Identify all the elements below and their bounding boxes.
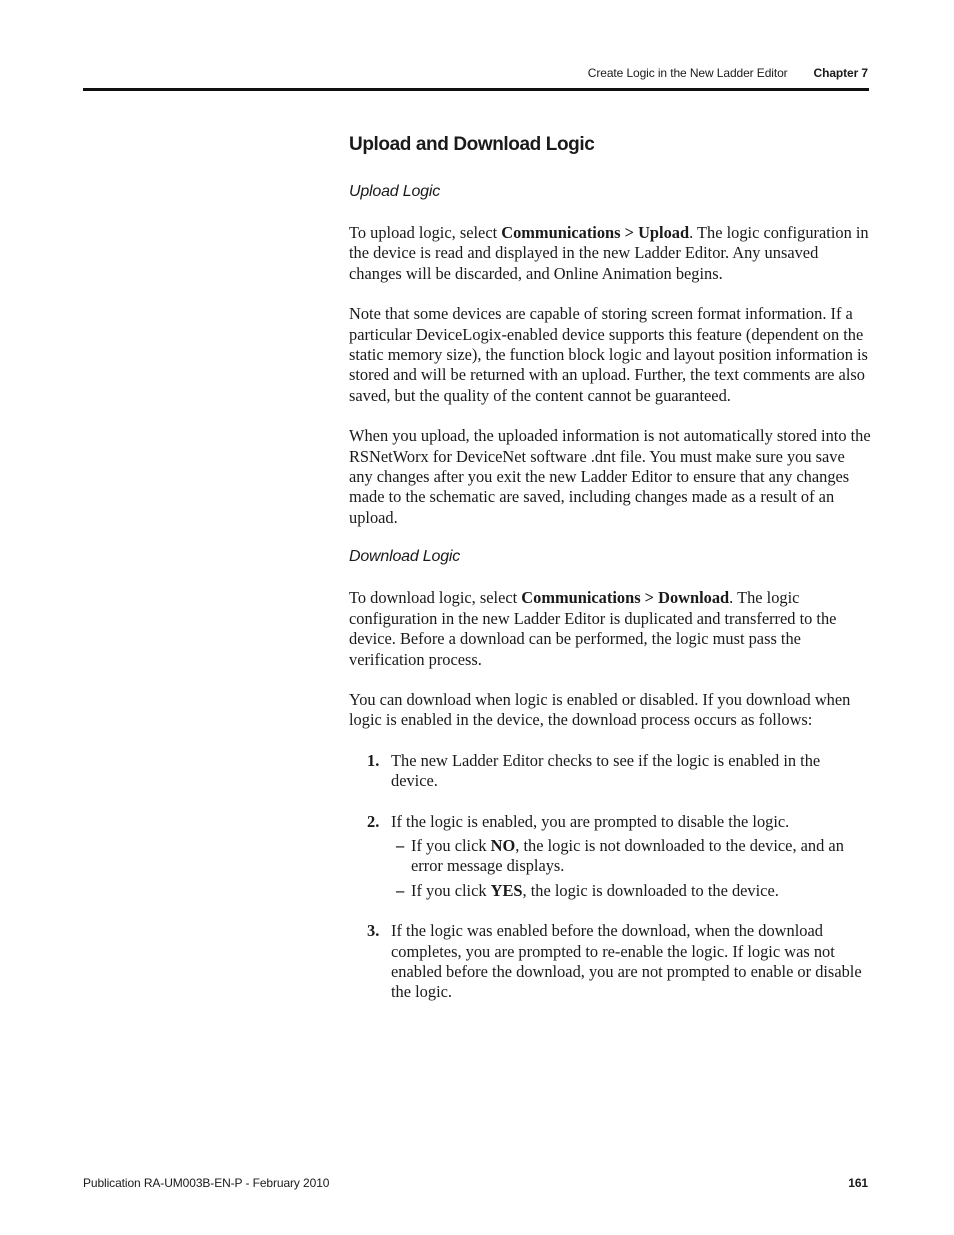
sub-option-text-cont: , the logic is not downloaded to the device, and an error message displays.	[411, 835, 844, 876]
upload-p1-text-cont: . The logic configuration in the device is read and displayed in the new Ladder Editor. Any unsaved changes will be discarded, and Online Animation begins.	[349, 223, 869, 283]
yes-option-label: YES	[490, 880, 523, 900]
dash-bullet: –	[396, 835, 405, 855]
step-item	[349, 812, 871, 902]
download-paragraph-1	[349, 588, 871, 670]
step-text: The new Ladder Editor checks to see if the logic is enabled in the device.	[391, 750, 821, 791]
sub-option-text-cont: , the logic is downloaded to the device.	[522, 880, 779, 900]
step-item	[349, 751, 871, 792]
download-paragraph-2: You can download when logic is enabled or disabled. If you download when logic is enabled in the device, the download process occurs as follows:	[349, 689, 851, 730]
dash-bullet: –	[396, 880, 405, 900]
section-title: Upload and Download Logic	[349, 134, 595, 155]
running-title: Create Logic in the New Ladder Editor	[587, 66, 788, 80]
page-footer	[83, 1176, 868, 1190]
page-number: 161	[848, 1176, 868, 1190]
step-text: If the logic was enabled before the download, when the download completes, you are prompted to re-enable the logic. If logic was not enabled before the download, you are not prompted to enable or disable the logic.	[391, 921, 862, 1002]
sub-options-list	[391, 836, 871, 901]
upload-paragraph-2: Note that some devices are capable of storing screen format information. If a particular DeviceLogix-enabled device supports this feature (dependent on the static memory size), the function block logic and layout position information is stored and will be returned with an upload. Further, the text comments are also saved, but the quality of the content cannot be guaranteed.	[349, 304, 868, 405]
upload-paragraph-1	[349, 223, 871, 284]
running-header	[588, 66, 868, 80]
upload-paragraph-3: When you upload, the uploaded information is not automatically stored into the RSNetWorx for DeviceNet software .dnt file. You must make sure you save any changes after you exit the new Ladder Editor to ensure that any changes made to the schematic are saved, including changes made as a result of an upload.	[349, 426, 871, 527]
step-number: 3.	[367, 921, 380, 941]
step-item	[349, 921, 871, 1003]
download-p1-text-cont: . The logic configuration in the new Ladder Editor is duplicated and transferred to the device. Before a download can be performed, the logic must pass the verification process.	[349, 588, 837, 669]
step-number: 2.	[367, 811, 380, 831]
sub-option-text: If you click	[411, 880, 491, 900]
chapter-label: Chapter 7	[813, 66, 868, 80]
download-p1-text: To download logic, select	[349, 588, 522, 608]
upload-heading: Upload Logic	[349, 183, 440, 200]
step-number: 1.	[367, 750, 380, 770]
download-steps-list	[349, 751, 871, 1003]
download-heading: Download Logic	[349, 548, 461, 566]
header-rule	[83, 88, 869, 91]
sub-option-item	[391, 881, 871, 901]
upload-menu-path: Communications > Upload	[501, 223, 690, 242]
publication-id: Publication RA-UM003B-EN-P - February 2010	[83, 1176, 330, 1190]
download-menu-path: Communications > Download	[521, 588, 730, 608]
main-content	[349, 132, 871, 1023]
upload-p1-text: To upload logic, select	[349, 223, 502, 242]
no-option-label: NO	[490, 835, 516, 855]
sub-option-item	[391, 836, 871, 877]
sub-option-text: If you click	[411, 835, 491, 855]
step-text: If the logic is enabled, you are prompted to disable the logic.	[391, 811, 790, 831]
